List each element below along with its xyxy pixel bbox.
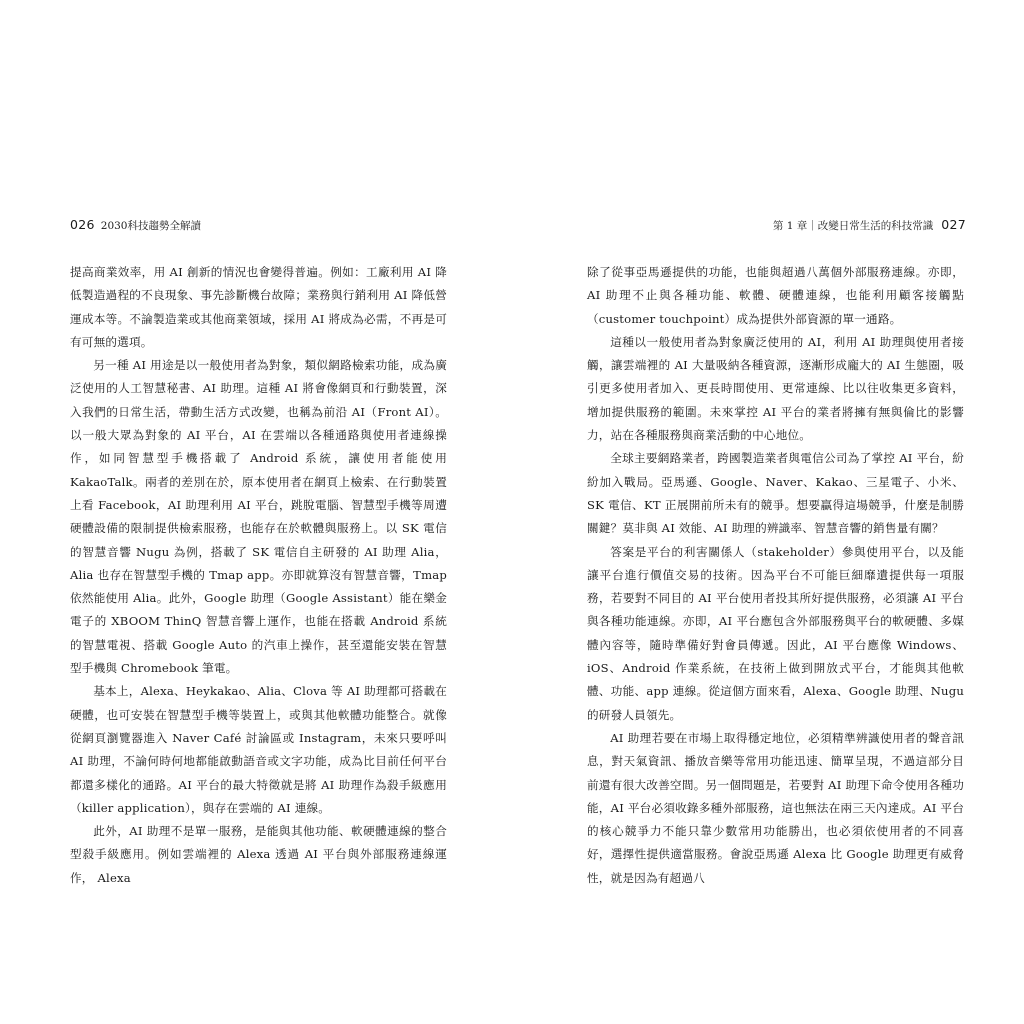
right-running-header [773,216,966,234]
book-running-title: 2030科技趨勢全解讀 [100,220,201,232]
left-page-number: 026 [70,217,95,232]
chapter-running-title: 第 1 章｜改變日常生活的科技常識 [772,220,934,232]
paragraph: 另一種 AI 用途是以一般使用者為對象，類似網路檢索功能，成為廣泛使用的人工智慧秘書、AI 助理。這種 AI 將會像網頁和行動裝置，深入我們的日常生活，帶動生活方式改變，也稱為前沿 AI（Front AI）。以一般大眾為對象的 AI 平台，AI 在雲端以各種通路與使用者連線操作，如同智慧型手機搭載了 Android 系統，讓使用者能使用 KakaoTalk。兩者的差別在於，原本使用者在網頁上檢索、在行動裝置上看 Facebook，AI 助理利用 AI 平台，跳脫電腦、智慧型手機等周遭硬體設備的限制提供檢索服務，也能存在於軟體與服務上。以 SK 電信的智慧音響 Nugu 為例，搭載了 SK 電信自主研發的 AI 助理 Alia，Alia 也存在智慧型手機的 Tmap app。亦即就算沒有智慧音響，Tmap 依然能使用 Alia。此外，Google 助理（Google Assistant）能在樂金電子的 XBOOM ThinQ 智慧音響上運作，也能在搭載 Android 系統的智慧電視、搭載 Google Auto 的汽車上操作，甚至還能安裝在智慧型手機與 Chromebook 筆電。 [70,358,447,676]
right-body-text [587,261,964,890]
paragraph: AI 助理若要在市場上取得穩定地位，必須精準辨識使用者的聲音訊息，對天氣資訊、播放音樂等常用功能迅速、簡單呈現，不過這部分目前還有很大改善空間。另一個問題是，若要對 AI 助理下命令使用各種功能，AI 平台必須收錄多種外部服務，這也無法在兩三天內達成。AI 平台的核心競爭力不能只靠少數常用功能勝出，也必須依使用者的不同喜好，選擇性提供適當服務。會說亞馬遜 Alexa 比 Google 助理更有威脅性，就是因為有超過八 [587,730,964,885]
paragraph: 全球主要網路業者，跨國製造業者與電信公司為了掌控 AI 平台，紛紛加入戰局。亞馬遜、Google、Naver、Kakao、三星電子、小米、SK 電信、KT 正展開前所未有的競爭。想要贏得這場競爭，什麼是制勝關鍵？莫非與 AI 效能、AI 助理的辨識率、智慧音響的銷售量有關？ [587,451,964,536]
right-page-number: 027 [941,217,966,232]
paragraph: 除了從事亞馬遜提供的功能，也能與超過八萬個外部服務連線。亦即，AI 助理不止與各種功能、軟體、硬體連線，也能利用顧客接觸點（customer touchpoint）成為提供外部資源的單一通路。 [587,265,964,326]
paragraph: 提高商業效率，用 AI 創新的情況也會變得普遍。例如：工廠利用 AI 降低製造過程的不良現象、事先診斷機台故障；業務與行銷利用 AI 降低營運成本等。不論製造業或其他商業領域，採用 AI 將成為必需，不再是可有可無的選項。 [70,265,447,349]
paragraph: 這種以一般使用者為對象廣泛使用的 AI，利用 AI 助理與使用者接觸，讓雲端裡的 AI 大量吸納各種資源，逐漸形成龐大的 AI 生態圈，吸引更多使用者加入、更長時間使用、更常連線、比以往收集更多資料，增加提供服務的範圍。未來掌控 AI 平台的業者將擁有無與倫比的影響力，站在各種服務與商業活動的中心地位。 [587,334,964,443]
left-running-header [70,216,201,234]
left-body-text [70,261,447,890]
paragraph: 此外，AI 助理不是單一服務，是能與其他功能、軟硬體連線的整合型殺手級應用。例如雲端裡的 Alexa 透過 AI 平台與外部服務連線運作， Alexa [70,824,447,885]
right-page [512,0,1024,1024]
paragraph: 答案是平台的利害關係人（stakeholder）參與使用平台，以及能讓平台進行價值交易的技術。因為平台不可能巨細靡遺提供每一項服務，若要對不同目的 AI 平台使用者投其所好提供服務，必須讓 AI 平台與各種功能連線。亦即，AI 平台應包含外部服務與平台的軟硬體、多媒體內容等，隨時準備好對會員傳遞。因此，AI 平台應像 Windows、iOS、Android 作業系統，在技術上做到開放式平台，才能與其他軟體、功能、app 連線。從這個方面來看，Alexa、Google 助理、Nugu 的研發人員領先。 [587,544,964,722]
paragraph: 基本上，Alexa、Heykakao、Alia、Clova 等 AI 助理都可搭載在硬體，也可安裝在智慧型手機等裝置上，或與其他軟體功能整合。就像從網頁瀏覽器進入 Naver Café 討論區或 Instagram，未來只要呼叫 AI 助理，不論何時何地都能啟動語音或文字功能，成為比目前任何平台都還多樣化的通路。AI 平台的最大特徵就是將 AI 助理作為殺手級應用（killer application），與存在雲端的 AI 連線。 [70,684,447,815]
